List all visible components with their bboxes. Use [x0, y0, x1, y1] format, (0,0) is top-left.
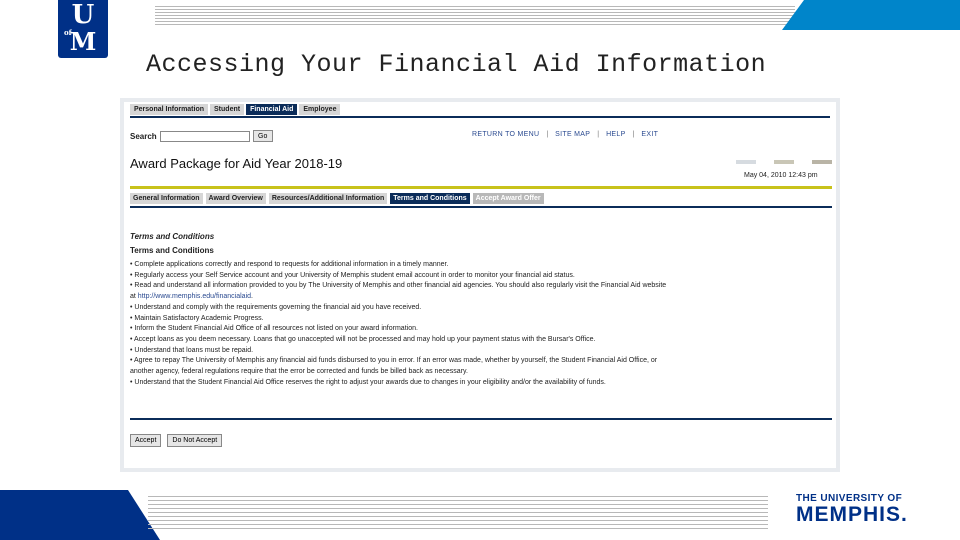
subtab-underline — [130, 206, 832, 208]
term-item: • Read and understand all information provided to you by The University of Memphis and other financial aid agencies. You should also regularly visit the Financial Aid website — [130, 281, 830, 292]
logo-small-text: THE UNIVERSITY OF — [796, 493, 903, 504]
header-swatches — [736, 160, 836, 164]
yellow-divider — [130, 186, 832, 189]
term-item: • Understand that loans must be repaid. — [130, 346, 830, 357]
terms-list — [130, 260, 830, 388]
tab-personal-information[interactable]: Personal Information — [130, 104, 208, 115]
search-label: Search — [130, 131, 157, 141]
tab-award-overview[interactable]: Award Overview — [206, 193, 266, 204]
tab-employee[interactable]: Employee — [299, 104, 340, 115]
tab-student[interactable]: Student — [210, 104, 244, 115]
portal-page — [124, 102, 836, 468]
top-decorative-lines — [155, 6, 795, 28]
term-item: • Regularly access your Self Service account and your University of Memphis student email account in order to monitor your financial aid status. — [130, 271, 830, 282]
tab-resources-additional-information[interactable]: Resources/Additional Information — [269, 193, 387, 204]
main-tabs — [130, 104, 340, 115]
go-button[interactable]: Go — [253, 130, 273, 142]
term-item: • Accept loans as you deem necessary. Loans that go unaccepted will not be processed and may hold up your payment status with the Bursar's Office. — [130, 335, 830, 346]
bottom-divider — [130, 418, 832, 420]
term-item-continuation: at http://www.memphis.edu/financialaid. — [130, 293, 253, 301]
tab-terms-and-conditions[interactable]: Terms and Conditions — [390, 193, 469, 204]
term-item: • Understand and comply with the requirements governing the financial aid you have received. — [130, 303, 830, 314]
slide-title: Accessing Your Financial Aid Information — [146, 50, 767, 79]
sub-tabs — [130, 193, 544, 204]
term-item: • Maintain Satisfactory Academic Progress. — [130, 314, 830, 325]
exit-link[interactable]: EXIT — [641, 131, 659, 138]
university-of-memphis-logo — [796, 494, 936, 526]
date-text: May 04, 2010 12:43 pm — [744, 172, 818, 179]
action-buttons — [130, 434, 222, 447]
term-item: • Agree to repay The University of Memphis any financial aid funds disbursed to you in error. If an error was made, whether by yourself, the Student Financial Aid Office, or — [130, 356, 830, 367]
top-accent-bar — [782, 0, 960, 30]
term-item: • Complete applications correctly and respond to requests for additional information in a timely manner. — [130, 260, 830, 271]
page-heading: Award Package for Aid Year 2018-19 — [130, 156, 343, 171]
top-nav: RETURN TO MENU | SITE MAP | HELP | EXIT — [472, 131, 659, 138]
tab-underline — [130, 116, 830, 118]
search-input[interactable] — [160, 131, 250, 142]
section-subtitle: Terms and Conditions — [130, 246, 214, 255]
um-logo — [58, 0, 108, 58]
help-link[interactable]: HELP — [606, 131, 626, 138]
logo-m-letter: M — [69, 27, 97, 56]
logo-u-letter: U — [71, 0, 95, 30]
bottom-accent-bar — [0, 490, 160, 540]
do-not-accept-button[interactable]: Do Not Accept — [167, 434, 222, 447]
term-item: • Inform the Student Financial Aid Office of all resources not listed on your award information. — [130, 324, 830, 335]
accept-button[interactable]: Accept — [130, 434, 161, 447]
search-row — [130, 130, 273, 142]
tab-financial-aid[interactable]: Financial Aid — [246, 104, 297, 115]
term-item-continuation: another agency, federal regulations require that the error be corrected and funds be billed back as necessary. — [130, 368, 468, 376]
tab-accept-award-offer[interactable]: Accept Award Offer — [473, 193, 544, 204]
tab-general-information[interactable]: General Information — [130, 193, 203, 204]
return-to-menu-link[interactable]: RETURN TO MENU — [472, 131, 540, 138]
logo-of-text: of — [64, 28, 72, 37]
section-title: Terms and Conditions — [130, 232, 215, 241]
financial-aid-website-link[interactable]: http://www.memphis.edu/financialaid — [137, 293, 252, 301]
logo-big-text: MEMPHIS. — [796, 503, 908, 526]
portal-screenshot — [120, 98, 840, 472]
term-item: • Understand that the Student Financial Aid Office reserves the right to adjust your awards due to changes in your eligibility and/or the availability of funds. — [130, 378, 830, 389]
continuation-prefix: at — [130, 293, 136, 301]
bottom-decorative-lines — [148, 496, 768, 536]
site-map-link[interactable]: SITE MAP — [555, 131, 591, 138]
